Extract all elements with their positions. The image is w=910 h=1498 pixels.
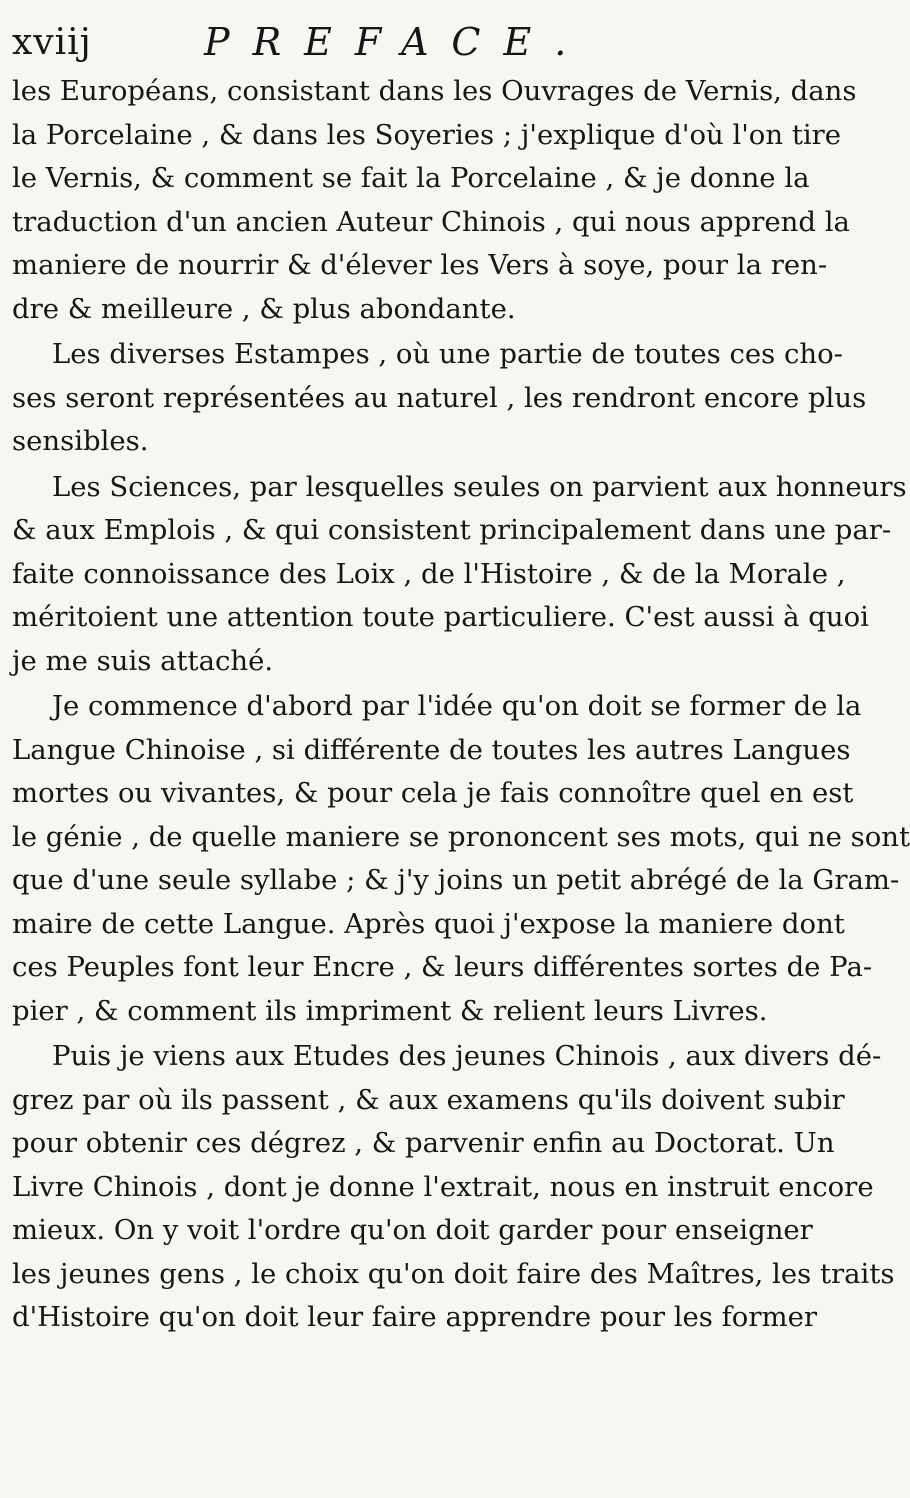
text-line: Les Sciences, par lesquelles seules on parvient aux honneurs bbox=[52, 470, 907, 503]
paragraph bbox=[12, 466, 907, 684]
paragraph bbox=[12, 1035, 895, 1340]
text-line: Les diverses Estampes , où une partie de toutes ces cho- bbox=[52, 338, 843, 370]
text-line: Langue Chinoise , si différente de toutes les autres Langues bbox=[12, 733, 851, 766]
text-line: ses seront représentées au naturel , les rendront encore plus bbox=[12, 381, 867, 414]
text-line: dre & meilleure , & plus abondante. bbox=[12, 292, 516, 325]
body-text bbox=[12, 70, 910, 1340]
text-line: le Vernis, & comment se fait la Porcelaine , & je donne la bbox=[12, 162, 810, 194]
text-line: les Européans, consistant dans les Ouvrages de Vernis, dans bbox=[12, 75, 857, 107]
page-number: xviij bbox=[12, 22, 92, 63]
text-line: pour obtenir ces dégrez , & parvenir enfin au Doctorat. Un bbox=[12, 1127, 835, 1159]
text-line: Puis je viens aux Etudes des jeunes Chinois , aux divers dé- bbox=[52, 1040, 882, 1072]
page-header bbox=[12, 14, 772, 70]
text-line: grez par où ils passent , & aux examens qu'ils doivent subir bbox=[12, 1083, 845, 1116]
text-line: ces Peuples font leur Encre , & leurs différentes sortes de Pa- bbox=[12, 951, 873, 983]
paragraph bbox=[12, 685, 910, 1033]
text-line: d'Histoire qu'on doit leur faire apprendre pour les former bbox=[12, 1301, 818, 1333]
running-title: PREFACE. bbox=[204, 20, 590, 64]
text-line: la Porcelaine , & dans les Soyeries ; j'explique d'où l'on tire bbox=[12, 118, 842, 151]
text-line: pier , & comment ils impriment & relient leurs Livres. bbox=[12, 994, 768, 1027]
text-line: que d'une seule syllabe ; & j'y joins un petit abrégé de la Gram- bbox=[12, 864, 900, 896]
text-line: & aux Emplois , & qui consistent principalement dans une par- bbox=[12, 514, 892, 546]
text-line: mieux. On y voit l'ordre qu'on doit garder pour enseigner bbox=[12, 1214, 813, 1246]
text-line: le génie , de quelle maniere se prononcent ses mots, qui ne sont bbox=[12, 820, 910, 853]
text-line: maire de cette Langue. Après quoi j'expose la maniere dont bbox=[12, 907, 845, 940]
text-line: faite connoissance des Loix , de l'Histoire , & de la Morale , bbox=[12, 557, 846, 590]
text-line: traduction d'un ancien Auteur Chinois , qui nous apprend la bbox=[12, 205, 850, 238]
text-line: les jeunes gens , le choix qu'on doit faire des Maîtres, les traits bbox=[12, 1257, 895, 1290]
text-line: mortes ou vivantes, & pour cela je fais connoître quel en est bbox=[12, 777, 854, 809]
paragraph bbox=[12, 333, 867, 464]
text-line: sensibles. bbox=[12, 425, 149, 457]
text-line: maniere de nourrir & d'élever les Vers à soye, pour la ren- bbox=[12, 249, 828, 281]
text-line: méritoient une attention toute particuliere. C'est aussi à quoi bbox=[12, 601, 869, 633]
paragraph bbox=[12, 70, 857, 331]
text-line: je me suis attaché. bbox=[12, 644, 274, 677]
text-line: Livre Chinois , dont je donne l'extrait, nous en instruit encore bbox=[12, 1170, 874, 1203]
text-line: Je commence d'abord par l'idée qu'on doit se former de la bbox=[52, 690, 862, 722]
